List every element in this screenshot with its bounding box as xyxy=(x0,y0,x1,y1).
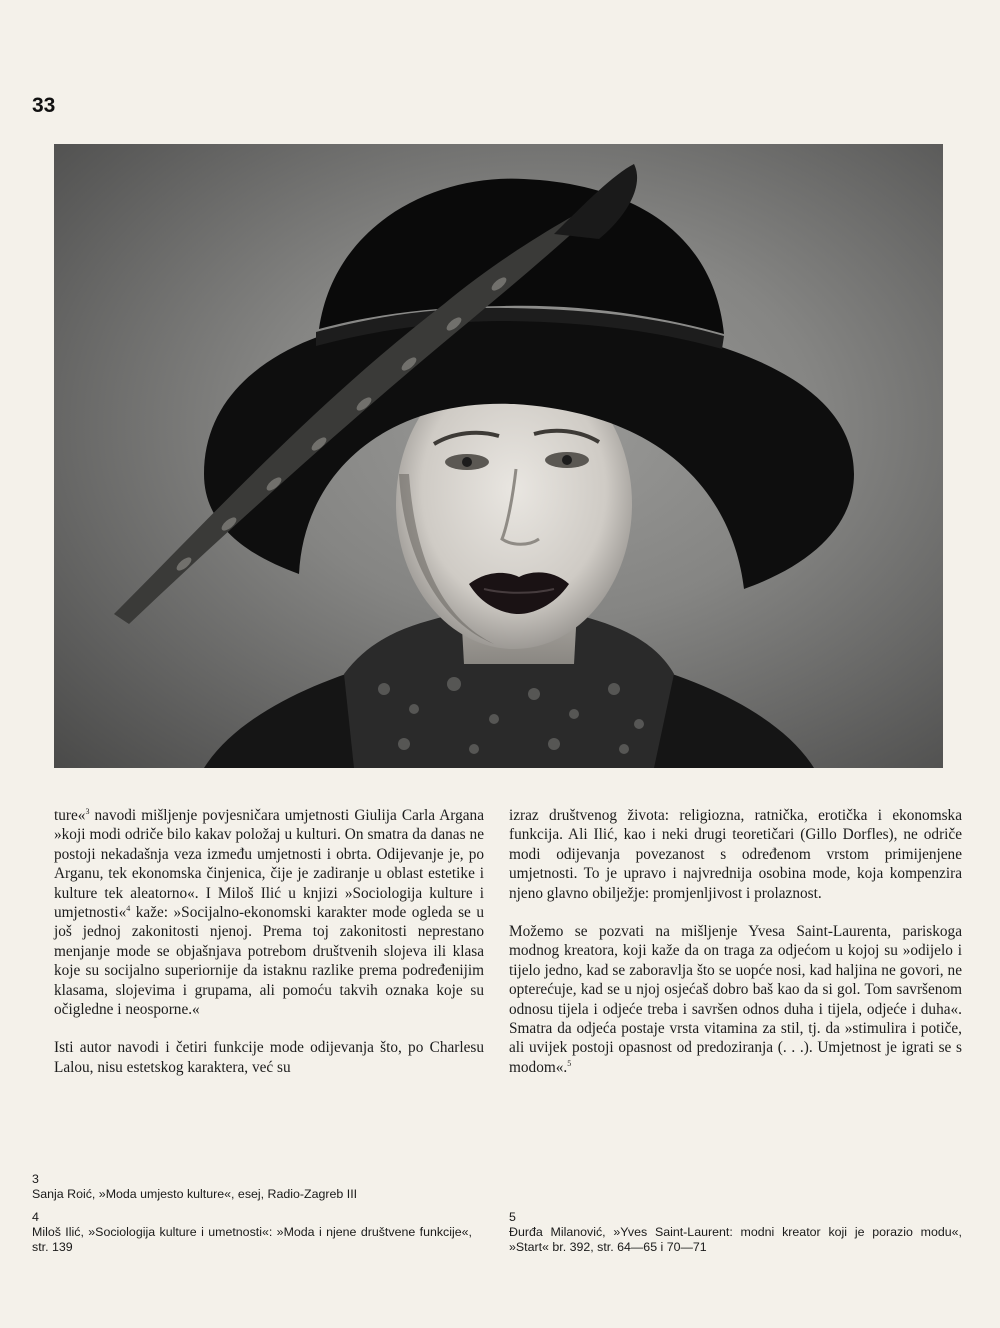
footnote-3 xyxy=(32,1172,472,1202)
footnote-5 xyxy=(509,1210,962,1255)
footnote-text: Đurđa Milanović, »Yves Saint-Laurent: modni kreator koji je porazio modu«, »Start« br. 392, str. 64—65 i 70—71 xyxy=(509,1225,962,1254)
footnote-text: Miloš Ilić, »Sociologija kulture i umetnosti«: »Moda i njene društvene funkcije«, str. 139 xyxy=(32,1225,472,1254)
right-paragraph-2 xyxy=(509,922,962,1077)
footnote-number: 3 xyxy=(32,1172,39,1186)
footnote-ref-4: 4 xyxy=(126,903,131,913)
footnote-text: Sanja Roić, »Moda umjesto kulture«, esej, Radio-Zagreb III xyxy=(32,1187,358,1201)
left-column xyxy=(54,806,484,1096)
footnote-ref-5: 5 xyxy=(567,1058,572,1068)
footnote-number: 5 xyxy=(509,1210,516,1224)
paragraph-text: navodi mišljenje povjesničara umjetnosti Giulija Carla Argana »koji modi odriče bilo kakav položaj u kulturi. On smatra da danas ne postoji nekadašnja veza između umjetnosti i obrta. Odijevanje je, po Arganu, tek ekonomska činjenica, čije je zadiranje u oblast estetike i kulture tek aleatorno«. I Miloš Ilić u knjizi »Sociologija kulture i umjetnosti« xyxy=(54,807,484,922)
fashion-photo xyxy=(54,144,943,768)
right-paragraph-1: izraz društvenog života: religiozna, ratnička, erotička i ekonomska funkcija. Ali Ilić, kao i neki drugi teoretičari (Gillo Dorfles), ne odriče modi odijevanja povezanost s određenom vrstom primijenjene umjetnosti. To je upravo i najvrednija osobina mode, koja kompenzira njeno glavno obilježje: promjenljivost i prolaznost. xyxy=(509,807,962,902)
left-paragraph-2: Isti autor navodi i četiri funkcije mode odijevanja što, po Charlesu Lalou, nisu estetskog karaktera, već su xyxy=(54,1039,484,1076)
page-number: 33 xyxy=(32,94,56,117)
paragraph-text: ture« xyxy=(54,807,86,824)
portrait-illustration xyxy=(54,144,943,768)
paragraph-text: Možemo se pozvati na mišljenje Yvesa Saint-Laurenta, pariskoga modnog kreatora, koji kaže da on traga za odjećom u kojoj su »odijelo i tijelo jedno, kad se zaboravlja što se uopće nosi, kad haljina ne govori, ne opterećuje, kad se u njoj osjećaš dobro baš kao da si gol. Tom savršenom odnosu tijela i odjeće treba i savršen odnos duha i tijela, odjeće i duha«. Smatra da odjeća postaje vrsta vitamina za stil, tj. da »stimulira i potiče, ali uvijek postoji opasnost od predoziranja (. . .). Umjetnost je igrati se s modom«. xyxy=(509,923,962,1076)
right-column xyxy=(509,806,962,1096)
paragraph-text: kaže: »Socijalno-ekonomski karakter mode ogleda se u još jednoj zakonitosti njenoj. Prema toj zakonitosti neprestano menjanje mode se objašnjava potrebom društvenih slojeva ili klasa koje su socijalno superiornije da istaknu razlike prema podređenijim klasama, slojevima i grupama, ali pomoću takvih oznaka koje su očigledne i neosporne.« xyxy=(54,904,484,1019)
footnote-ref-3: 3 xyxy=(85,806,90,816)
footnote-4 xyxy=(32,1210,472,1255)
left-paragraph-1 xyxy=(54,806,484,1019)
footnote-number: 4 xyxy=(32,1210,39,1224)
